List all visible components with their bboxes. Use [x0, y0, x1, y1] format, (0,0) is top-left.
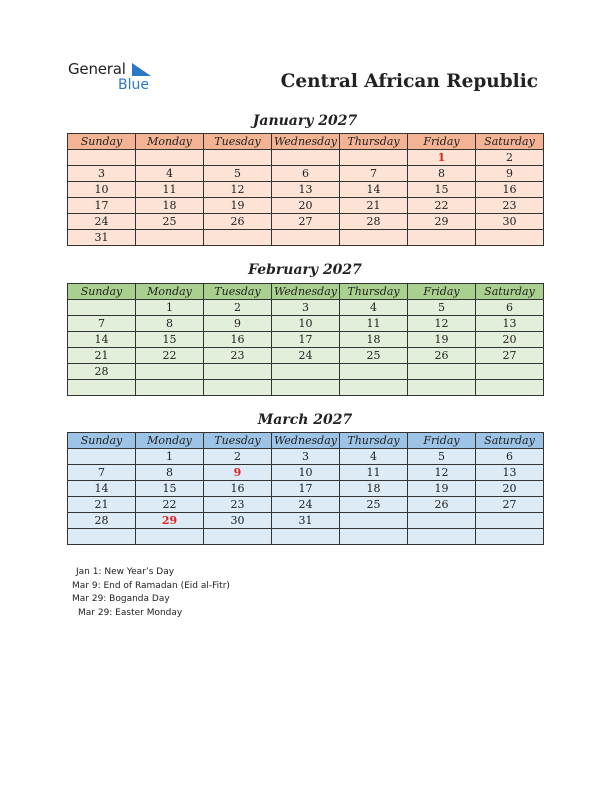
- week-row: [68, 166, 544, 182]
- week-row: [68, 380, 544, 396]
- empty-day-cell: [340, 230, 408, 246]
- week-row: [68, 481, 544, 497]
- day-cell: 18: [136, 198, 204, 214]
- day-cell: 1: [136, 449, 204, 465]
- weekday-header: Tuesday: [204, 433, 272, 449]
- weekday-header-row: [68, 433, 544, 449]
- day-cell: 19: [408, 481, 476, 497]
- weekday-header: Thursday: [340, 134, 408, 150]
- day-cell: 15: [408, 182, 476, 198]
- holiday-item: Jan 1: New Year’s Day: [76, 567, 175, 577]
- day-cell: 20: [476, 332, 544, 348]
- day-cell: 22: [408, 198, 476, 214]
- weekday-header: Saturday: [476, 284, 544, 300]
- day-cell: 4: [136, 166, 204, 182]
- day-cell: 1: [408, 150, 476, 166]
- day-cell: 27: [476, 348, 544, 364]
- week-row: [68, 182, 544, 198]
- week-row: [68, 214, 544, 230]
- day-cell: 8: [136, 316, 204, 332]
- day-cell: 7: [68, 316, 136, 332]
- day-cell: 20: [476, 481, 544, 497]
- day-cell: 8: [408, 166, 476, 182]
- holiday-list: [72, 566, 230, 620]
- day-cell: 15: [136, 481, 204, 497]
- day-cell: 28: [68, 513, 136, 529]
- day-cell: 22: [136, 348, 204, 364]
- day-cell: 14: [68, 332, 136, 348]
- weekday-header: Wednesday: [272, 134, 340, 150]
- weekday-header: Monday: [136, 284, 204, 300]
- day-cell: 31: [272, 513, 340, 529]
- weekday-header: Thursday: [340, 284, 408, 300]
- empty-day-cell: [408, 513, 476, 529]
- day-cell: 4: [340, 449, 408, 465]
- empty-day-cell: [340, 513, 408, 529]
- day-cell: 7: [68, 465, 136, 481]
- week-row: [68, 316, 544, 332]
- empty-day-cell: [408, 364, 476, 380]
- logo-general-text: General: [68, 60, 126, 78]
- month-title-march: March 2027: [257, 412, 353, 428]
- holiday-item: Mar 29: Boganda Day: [72, 594, 170, 604]
- day-cell: 24: [68, 214, 136, 230]
- empty-day-cell: [476, 230, 544, 246]
- day-cell: 25: [340, 348, 408, 364]
- holiday-item: Mar 29: Easter Monday: [78, 607, 183, 618]
- day-cell: 25: [136, 214, 204, 230]
- day-cell: 20: [272, 198, 340, 214]
- day-cell: 30: [476, 214, 544, 230]
- calendar-february: [67, 283, 544, 396]
- day-cell: 11: [340, 316, 408, 332]
- day-cell: 13: [476, 316, 544, 332]
- month-title-february: February 2027: [248, 262, 362, 278]
- day-cell: 10: [272, 316, 340, 332]
- day-cell: 10: [272, 465, 340, 481]
- day-cell: 16: [476, 182, 544, 198]
- week-row: [68, 198, 544, 214]
- day-cell: 30: [204, 513, 272, 529]
- weekday-header: Saturday: [476, 433, 544, 449]
- day-cell: 27: [272, 214, 340, 230]
- empty-day-cell: [204, 230, 272, 246]
- empty-day-cell: [476, 364, 544, 380]
- day-cell: 13: [272, 182, 340, 198]
- holiday-item: Mar 9: End of Ramadan (Eid al-Fitr): [72, 580, 230, 591]
- day-cell: 5: [204, 166, 272, 182]
- day-cell: 22: [136, 497, 204, 513]
- empty-day-cell: [204, 380, 272, 396]
- day-cell: 2: [204, 449, 272, 465]
- week-row: [68, 529, 544, 545]
- day-cell: 24: [272, 348, 340, 364]
- day-cell: 12: [408, 316, 476, 332]
- week-row: [68, 150, 544, 166]
- day-cell: 16: [204, 481, 272, 497]
- day-cell: 28: [68, 364, 136, 380]
- empty-day-cell: [204, 364, 272, 380]
- logo: [68, 60, 168, 96]
- day-cell: 8: [136, 465, 204, 481]
- day-cell: 5: [408, 449, 476, 465]
- day-cell: 16: [204, 332, 272, 348]
- week-row: [68, 332, 544, 348]
- week-row: [68, 348, 544, 364]
- empty-day-cell: [340, 529, 408, 545]
- day-cell: 2: [204, 300, 272, 316]
- day-cell: 7: [340, 166, 408, 182]
- empty-day-cell: [136, 150, 204, 166]
- day-cell: 26: [204, 214, 272, 230]
- country-title: Central African Republic: [280, 71, 538, 92]
- empty-day-cell: [272, 230, 340, 246]
- weekday-header: Tuesday: [204, 134, 272, 150]
- empty-day-cell: [136, 364, 204, 380]
- logo-blue-text: Blue: [118, 77, 149, 93]
- day-cell: 19: [408, 332, 476, 348]
- week-row: [68, 465, 544, 481]
- empty-day-cell: [272, 364, 340, 380]
- weekday-header: Monday: [136, 134, 204, 150]
- day-cell: 21: [68, 497, 136, 513]
- weekday-header: Sunday: [68, 433, 136, 449]
- day-cell: 18: [340, 332, 408, 348]
- day-cell: 14: [68, 481, 136, 497]
- day-cell: 18: [340, 481, 408, 497]
- calendar-march: [67, 432, 544, 545]
- empty-day-cell: [408, 529, 476, 545]
- day-cell: 14: [340, 182, 408, 198]
- day-cell: 17: [272, 481, 340, 497]
- weekday-header: Thursday: [340, 433, 408, 449]
- empty-day-cell: [68, 380, 136, 396]
- empty-day-cell: [340, 364, 408, 380]
- day-cell: 12: [408, 465, 476, 481]
- weekday-header: Wednesday: [272, 284, 340, 300]
- day-cell: 5: [408, 300, 476, 316]
- day-cell: 26: [408, 497, 476, 513]
- week-row: [68, 230, 544, 246]
- empty-day-cell: [272, 529, 340, 545]
- calendar-january: [67, 133, 544, 246]
- empty-day-cell: [408, 230, 476, 246]
- weekday-header: Tuesday: [204, 284, 272, 300]
- month-title-january: January 2027: [252, 113, 358, 129]
- day-cell: 3: [68, 166, 136, 182]
- empty-day-cell: [272, 380, 340, 396]
- day-cell: 26: [408, 348, 476, 364]
- day-cell: 25: [340, 497, 408, 513]
- day-cell: 28: [340, 214, 408, 230]
- empty-day-cell: [68, 449, 136, 465]
- week-row: [68, 513, 544, 529]
- empty-day-cell: [476, 513, 544, 529]
- weekday-header-row: [68, 284, 544, 300]
- day-cell: 6: [476, 300, 544, 316]
- day-cell: 9: [204, 465, 272, 481]
- empty-day-cell: [136, 230, 204, 246]
- empty-day-cell: [408, 380, 476, 396]
- blue-triangle-flag-icon: [132, 63, 152, 77]
- empty-day-cell: [272, 150, 340, 166]
- empty-day-cell: [68, 529, 136, 545]
- empty-day-cell: [340, 150, 408, 166]
- day-cell: 6: [272, 166, 340, 182]
- empty-day-cell: [340, 380, 408, 396]
- weekday-header: Monday: [136, 433, 204, 449]
- day-cell: 15: [136, 332, 204, 348]
- day-cell: 31: [68, 230, 136, 246]
- day-cell: 27: [476, 497, 544, 513]
- day-cell: 24: [272, 497, 340, 513]
- day-cell: 29: [408, 214, 476, 230]
- week-row: [68, 300, 544, 316]
- weekday-header: Saturday: [476, 134, 544, 150]
- empty-day-cell: [476, 529, 544, 545]
- weekday-header: Sunday: [68, 284, 136, 300]
- weekday-header: Sunday: [68, 134, 136, 150]
- day-cell: 9: [204, 316, 272, 332]
- weekday-header: Friday: [408, 433, 476, 449]
- day-cell: 10: [68, 182, 136, 198]
- day-cell: 13: [476, 465, 544, 481]
- week-row: [68, 497, 544, 513]
- week-row: [68, 364, 544, 380]
- empty-day-cell: [68, 150, 136, 166]
- empty-day-cell: [476, 380, 544, 396]
- empty-day-cell: [204, 150, 272, 166]
- day-cell: 21: [68, 348, 136, 364]
- week-row: [68, 449, 544, 465]
- day-cell: 17: [272, 332, 340, 348]
- weekday-header: Friday: [408, 284, 476, 300]
- day-cell: 3: [272, 300, 340, 316]
- empty-day-cell: [204, 529, 272, 545]
- day-cell: 17: [68, 198, 136, 214]
- day-cell: 23: [204, 348, 272, 364]
- day-cell: 6: [476, 449, 544, 465]
- weekday-header-row: [68, 134, 544, 150]
- day-cell: 11: [340, 465, 408, 481]
- day-cell: 4: [340, 300, 408, 316]
- day-cell: 29: [136, 513, 204, 529]
- day-cell: 12: [204, 182, 272, 198]
- day-cell: 23: [476, 198, 544, 214]
- day-cell: 9: [476, 166, 544, 182]
- empty-day-cell: [68, 300, 136, 316]
- day-cell: 23: [204, 497, 272, 513]
- weekday-header: Friday: [408, 134, 476, 150]
- day-cell: 11: [136, 182, 204, 198]
- day-cell: 1: [136, 300, 204, 316]
- weekday-header: Wednesday: [272, 433, 340, 449]
- empty-day-cell: [136, 380, 204, 396]
- day-cell: 19: [204, 198, 272, 214]
- day-cell: 3: [272, 449, 340, 465]
- day-cell: 2: [476, 150, 544, 166]
- empty-day-cell: [136, 529, 204, 545]
- day-cell: 21: [340, 198, 408, 214]
